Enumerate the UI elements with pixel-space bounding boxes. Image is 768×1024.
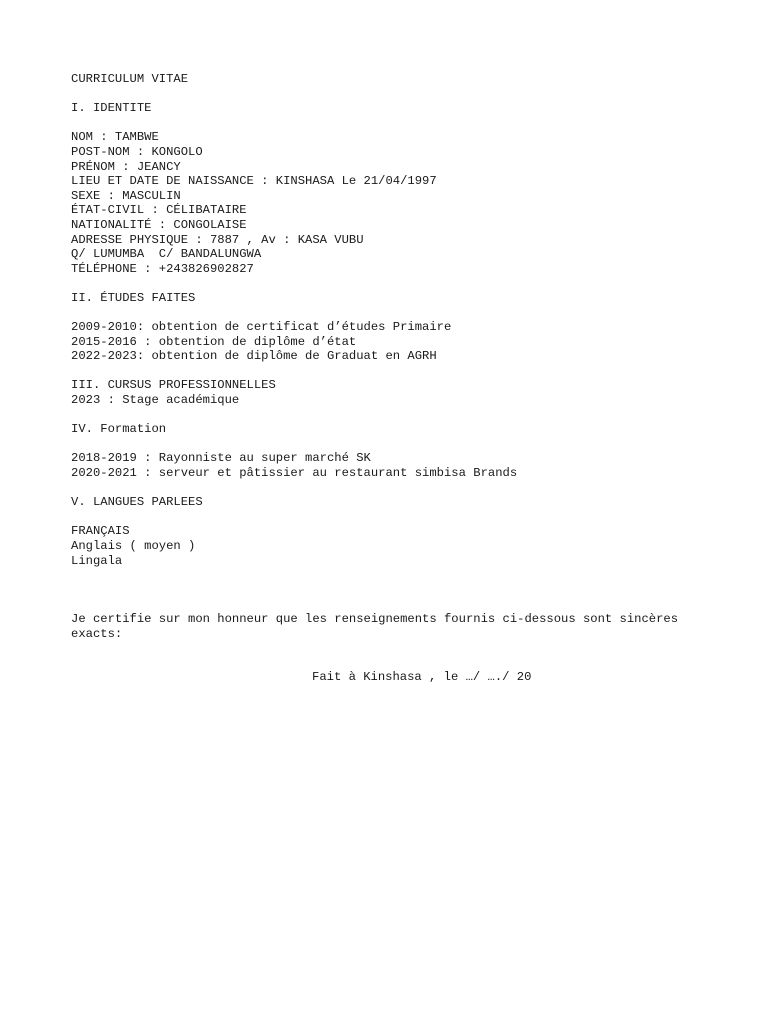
signature-place-date: Fait à Kinshasa , le …/ …./ 20: [312, 670, 532, 685]
formation-item: 2020-2021 : serveur et pâtissier au restaurant simbisa Brands: [71, 466, 518, 481]
certification-statement: Je certifie sur mon honneur que les renseignements fournis ci-dessous sont sincères exacts:: [71, 611, 679, 641]
etudes-item: 2015-2016 : obtention de diplôme d’état: [71, 334, 357, 349]
identite-nom: NOM : TAMBWE: [71, 130, 159, 145]
cursus-item: 2023 : Stage académique: [71, 393, 240, 408]
identite-post-nom: POST-NOM : KONGOLO: [71, 144, 203, 159]
cv-document: [71, 72, 711, 685]
identite-sexe: SEXE : MASCULIN: [71, 188, 181, 203]
section-heading-etudes: II. ÉTUDES FAITES: [71, 290, 196, 305]
identite-etat-civil: ÉTAT-CIVIL : CÉLIBATAIRE: [71, 203, 247, 218]
etudes-block: [71, 320, 711, 364]
langue-item: Anglais ( moyen ): [71, 539, 196, 553]
identite-adresse: ADRESSE PHYSIQUE : 7887 , Av : KASA VUBU: [71, 232, 364, 247]
identite-telephone: TÉLÉPHONE : +243826902827: [71, 261, 254, 276]
cursus-block: [71, 393, 711, 408]
identite-block: [71, 130, 711, 276]
formation-item: 2018-2019 : Rayonniste au super marché SK: [71, 451, 371, 466]
identite-prenom: PRÉNOM : JEANCY: [71, 159, 181, 174]
identite-nationalite: NATIONALITÉ : CONGOLAISE: [71, 217, 247, 232]
etudes-item: 2022-2023: obtention de diplôme de Graduat en AGRH: [71, 349, 437, 364]
identite-quartier: Q/ LUMUMBA C/ BANDALUNGWA: [71, 247, 262, 262]
langue-item: Lingala: [71, 553, 123, 568]
section-heading-langues: V. LANGUES PARLEES: [71, 495, 203, 510]
section-heading-cursus: III. CURSUS PROFESSIONNELLES: [71, 378, 276, 393]
section-heading-identite: I. IDENTITE: [71, 101, 152, 116]
langues-block: [71, 524, 711, 568]
identite-naissance: LIEU ET DATE DE NAISSANCE : KINSHASA Le 21/04/1997: [71, 174, 437, 189]
formation-block: [71, 451, 711, 480]
section-heading-formation: IV. Formation: [71, 422, 167, 437]
etudes-item: 2009-2010: obtention de certificat d’études Primaire: [71, 320, 452, 335]
document-title: CURRICULUM VITAE: [71, 72, 189, 86]
langue-item: FRANÇAIS: [71, 524, 130, 539]
